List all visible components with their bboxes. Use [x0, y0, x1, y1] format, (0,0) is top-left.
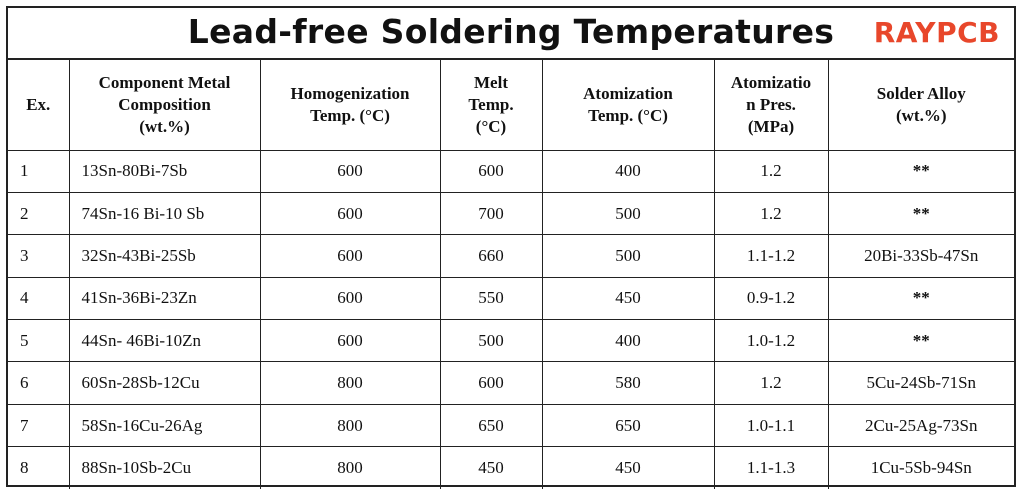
atomization-temp-cell: 400 — [542, 320, 714, 362]
solder-alloy-cell: ** — [828, 320, 1014, 362]
table-header-row — [8, 60, 1014, 150]
table-row — [8, 192, 1014, 234]
melt-temp-cell: 660 — [440, 235, 542, 277]
atomization-temp-cell: 650 — [542, 404, 714, 446]
table-row — [8, 447, 1014, 489]
atomization-pres-cell: 1.1-1.3 — [714, 447, 828, 489]
document-frame — [6, 6, 1016, 487]
atomization-pres-cell: 1.2 — [714, 192, 828, 234]
composition-cell: 32Sn-43Bi-25Sb — [69, 235, 260, 277]
title-bar — [8, 8, 1014, 60]
melt-temp-cell: 600 — [440, 362, 542, 404]
composition-cell: 44Sn- 46Bi-10Zn — [69, 320, 260, 362]
homogenization-temp-cell: 600 — [260, 235, 440, 277]
column-header-ex: Ex. — [8, 60, 69, 150]
table-body — [8, 150, 1014, 489]
solder-alloy-cell: ** — [828, 277, 1014, 319]
composition-cell: 60Sn-28Sb-12Cu — [69, 362, 260, 404]
composition-cell: 58Sn-16Cu-26Ag — [69, 404, 260, 446]
table-row — [8, 320, 1014, 362]
melt-temp-cell: 450 — [440, 447, 542, 489]
atomization-pres-cell: 1.0-1.2 — [714, 320, 828, 362]
atomization-pres-cell: 0.9-1.2 — [714, 277, 828, 319]
melt-temp-cell: 600 — [440, 150, 542, 192]
brand-logo: RAYPCB — [873, 16, 1000, 49]
table-row — [8, 404, 1014, 446]
atomization-temp-cell: 400 — [542, 150, 714, 192]
column-header-atomization-pres: Atomizatio n Pres. (MPa) — [714, 60, 828, 150]
composition-cell: 74Sn-16 Bi-10 Sb — [69, 192, 260, 234]
table-row — [8, 277, 1014, 319]
atomization-pres-cell: 1.2 — [714, 150, 828, 192]
composition-cell: 88Sn-10Sb-2Cu — [69, 447, 260, 489]
atomization-temp-cell: 450 — [542, 447, 714, 489]
homogenization-temp-cell: 800 — [260, 447, 440, 489]
solder-alloy-cell: 5Cu-24Sb-71Sn — [828, 362, 1014, 404]
homogenization-temp-cell: 600 — [260, 150, 440, 192]
ex-cell: 4 — [8, 277, 69, 319]
ex-cell: 2 — [8, 192, 69, 234]
ex-cell: 6 — [8, 362, 69, 404]
solder-alloy-cell: 20Bi-33Sb-47Sn — [828, 235, 1014, 277]
ex-cell: 7 — [8, 404, 69, 446]
solder-alloy-cell: ** — [828, 192, 1014, 234]
table-row — [8, 150, 1014, 192]
atomization-temp-cell: 580 — [542, 362, 714, 404]
column-header-homogenization-temp: Homogenization Temp. (°C) — [260, 60, 440, 150]
melt-temp-cell: 550 — [440, 277, 542, 319]
atomization-temp-cell: 450 — [542, 277, 714, 319]
solder-alloy-cell: 2Cu-25Ag-73Sn — [828, 404, 1014, 446]
composition-cell: 41Sn-36Bi-23Zn — [69, 277, 260, 319]
ex-cell: 1 — [8, 150, 69, 192]
column-header-solder-alloy: Solder Alloy (wt.%) — [828, 60, 1014, 150]
column-header-atomization-temp: Atomization Temp. (°C) — [542, 60, 714, 150]
ex-cell: 8 — [8, 447, 69, 489]
melt-temp-cell: 700 — [440, 192, 542, 234]
soldering-temperature-table — [8, 60, 1014, 489]
atomization-pres-cell: 1.2 — [714, 362, 828, 404]
homogenization-temp-cell: 600 — [260, 320, 440, 362]
homogenization-temp-cell: 600 — [260, 192, 440, 234]
ex-cell: 5 — [8, 320, 69, 362]
ex-cell: 3 — [8, 235, 69, 277]
table-row — [8, 235, 1014, 277]
atomization-pres-cell: 1.0-1.1 — [714, 404, 828, 446]
atomization-temp-cell: 500 — [542, 192, 714, 234]
column-header-composition: Component Metal Composition (wt.%) — [69, 60, 260, 150]
solder-alloy-cell: 1Cu-5Sb-94Sn — [828, 447, 1014, 489]
homogenization-temp-cell: 600 — [260, 277, 440, 319]
atomization-pres-cell: 1.1-1.2 — [714, 235, 828, 277]
solder-alloy-cell: ** — [828, 150, 1014, 192]
atomization-temp-cell: 500 — [542, 235, 714, 277]
table-row — [8, 362, 1014, 404]
homogenization-temp-cell: 800 — [260, 404, 440, 446]
melt-temp-cell: 650 — [440, 404, 542, 446]
homogenization-temp-cell: 800 — [260, 362, 440, 404]
melt-temp-cell: 500 — [440, 320, 542, 362]
page-title: Lead-free Soldering Temperatures — [187, 12, 835, 51]
composition-cell: 13Sn-80Bi-7Sb — [69, 150, 260, 192]
column-header-melt-temp: Melt Temp. (°C) — [440, 60, 542, 150]
